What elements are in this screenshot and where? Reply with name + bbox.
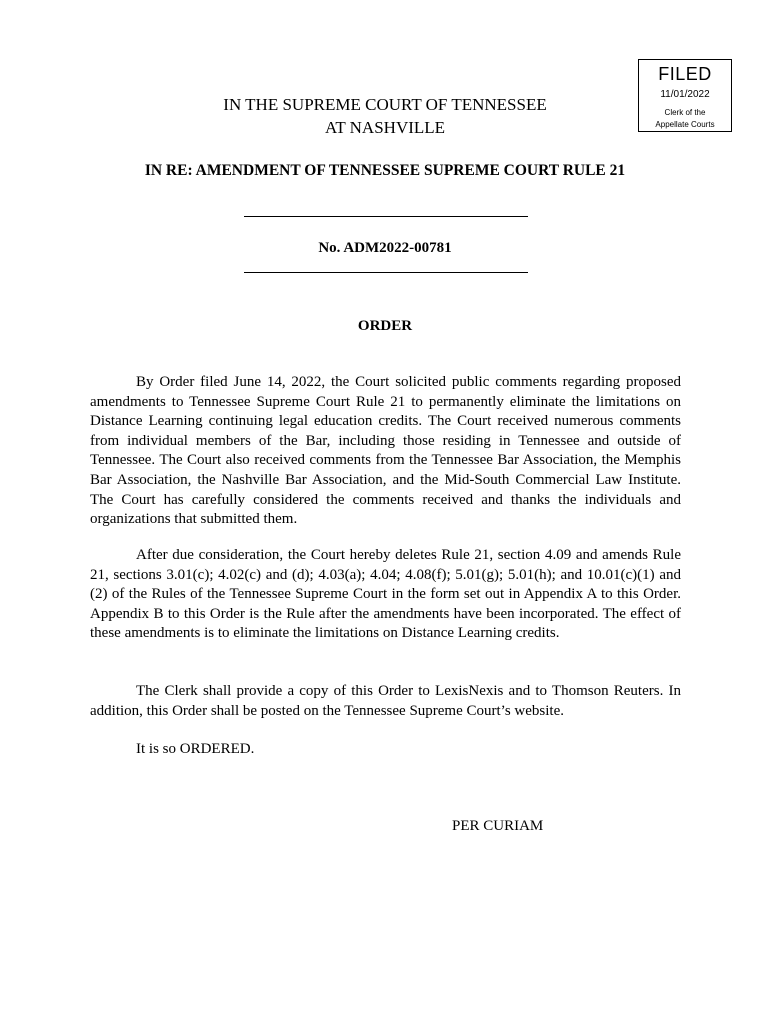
case-title: IN RE: AMENDMENT OF TENNESSEE SUPREME COURT RULE 21: [144, 162, 626, 179]
order-heading: ORDER: [357, 318, 413, 334]
stamp-date: 11/01/2022: [660, 89, 710, 100]
stamp-clerk-line: Clerk of the: [664, 108, 706, 117]
court-location: AT NASHVILLE: [324, 118, 446, 137]
order-paragraph-1: By Order filed June 14, 2022, the Court solicited public comments regarding proposed amendments to Tennessee Supreme Court Rule 21 to permanently eliminate the limitations on Distance Learning continuing legal education credits. The Court received numerous comments from individual members of the Bar, including those residing in Tennessee and outside of Tennessee. The Court also received comments from the Tennessee Bar Association, the Memphis Bar Association, the Nashville Bar Association, and the Mid-South Commercial Law Institute. The Court has carefully considered the comments received and thanks the individuals and organizations that submitted them.: [90, 374, 681, 528]
stamp-title: FILED: [658, 64, 712, 84]
order-paragraph-2: After due consideration, the Court hereby deletes Rule 21, section 4.09 and amends Rule 21, sections 3.01(c); 4.02(c) and (d); 4.03(a); 4.04; 4.08(f); 5.01(g); 5.01(h); and 10.01(c)(1) and (2) of the Rules of the Tennessee Supreme Court in the form set out in Appendix A to this Order. Appendix B to this Order is the Rule after the amendments have been incorporated. The effect of these amendments is to eliminate the limitations on Distance Learning credits.: [90, 547, 681, 642]
stamp-court-line: Appellate Courts: [655, 120, 715, 129]
signature: PER CURIAM: [452, 818, 544, 834]
order-paragraph-4: It is so ORDERED.: [136, 741, 255, 757]
court-name: IN THE SUPREME COURT OF TENNESSEE: [223, 95, 547, 114]
docket-number: No. ADM2022-00781: [318, 240, 452, 256]
filed-stamp: [638, 59, 732, 132]
order-paragraph-3: The Clerk shall provide a copy of this Order to LexisNexis and to Thomson Reuters. In addition, this Order shall be posted on the Tennessee Supreme Court’s website.: [90, 683, 681, 719]
divider-top: [244, 216, 528, 217]
divider-bottom: [244, 272, 528, 273]
